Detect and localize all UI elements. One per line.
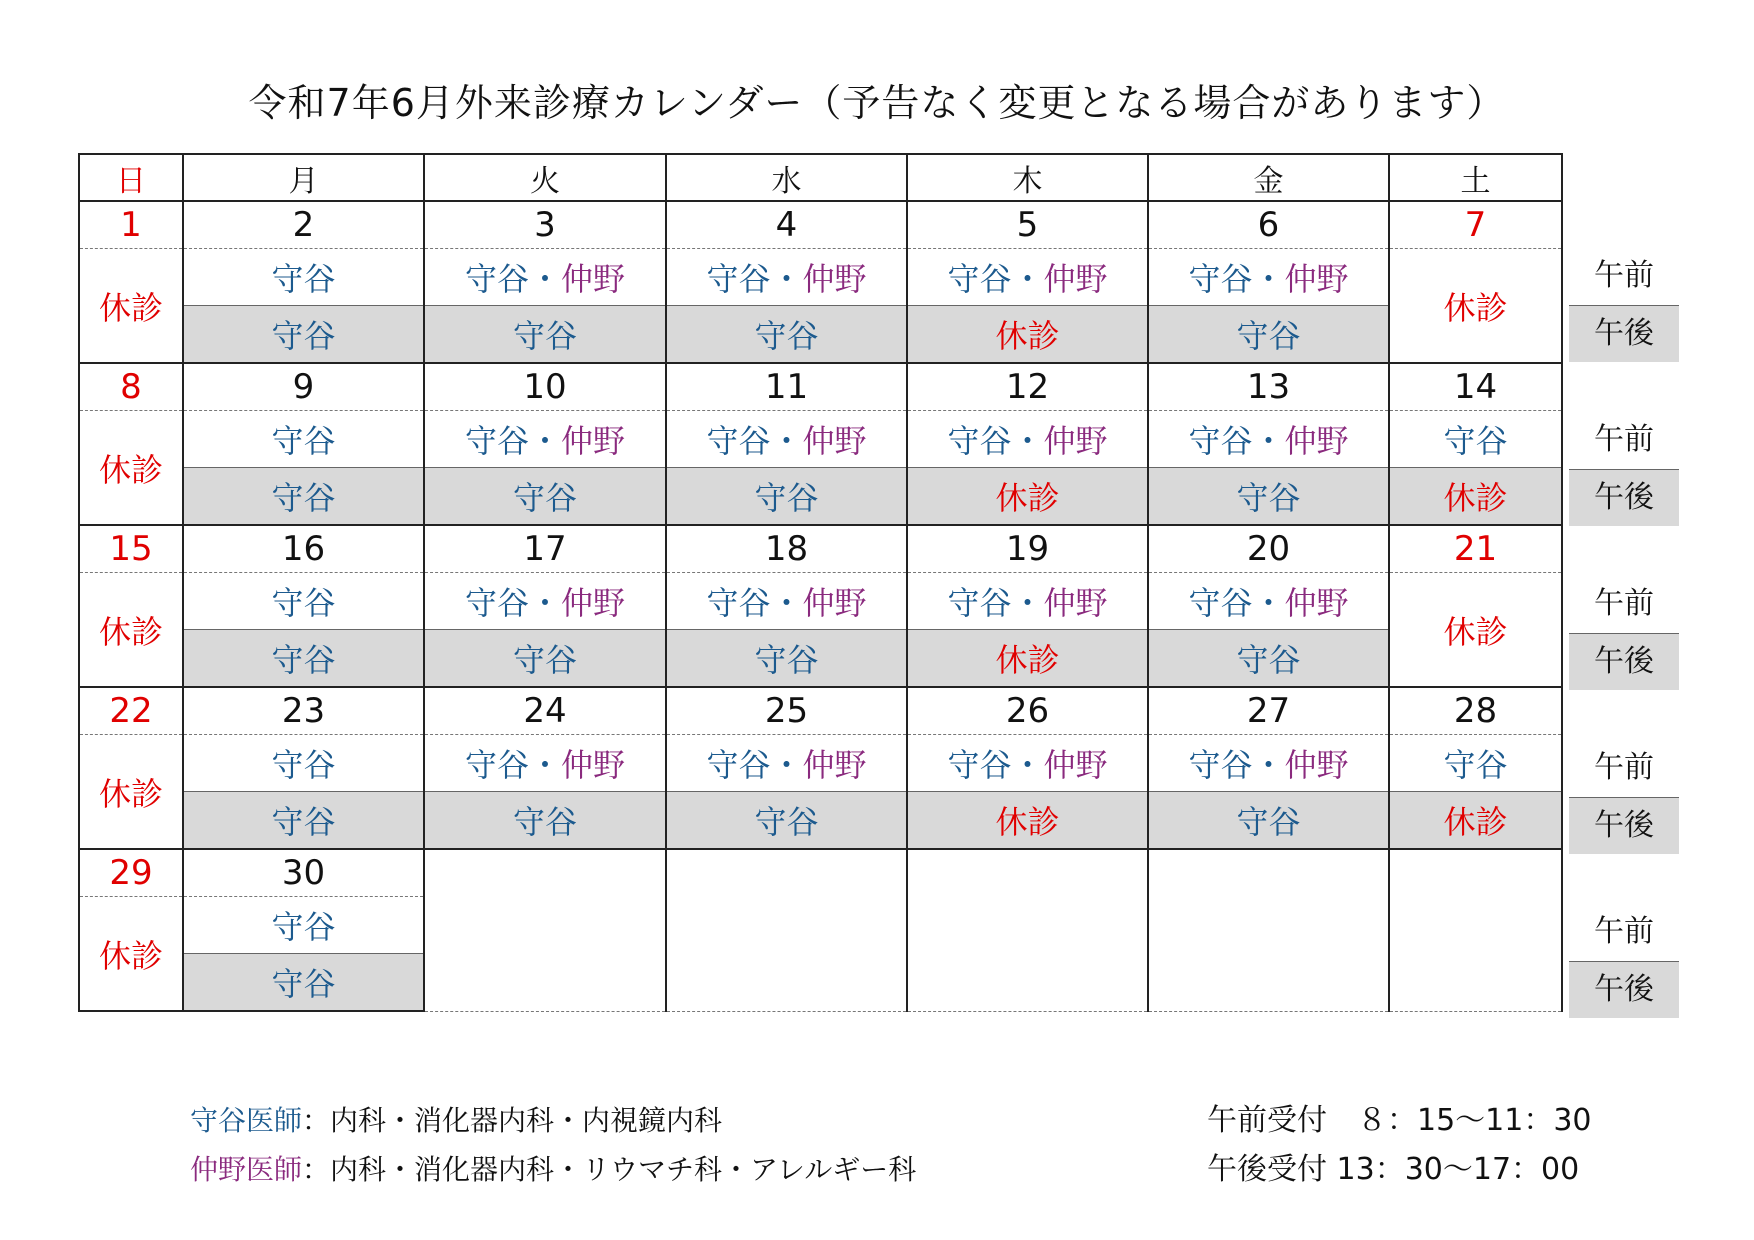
legend-nakano-specialty: ：内科・消化器内科・リウマチ科・アレルギー科: [302, 1153, 917, 1186]
week-4-date-row: [79, 687, 1562, 735]
legend-moriya: [190, 1104, 722, 1138]
doctor-moriya: 守谷: [1188, 260, 1253, 298]
date-cell: 21: [1389, 525, 1562, 573]
doctor-moriya: 守谷: [1443, 422, 1508, 460]
doctor-moriya: 守谷: [464, 422, 529, 460]
empty-cell: [1389, 849, 1562, 1011]
pm-label: 午後: [1569, 797, 1679, 854]
am-cell: [1148, 573, 1389, 630]
pm-cell: 守谷: [183, 630, 424, 688]
legend-moriya-name: 守谷医師: [190, 1104, 303, 1137]
date-cell: 30: [183, 849, 424, 897]
separator: ・: [1011, 260, 1044, 298]
week-3-date-row: [79, 525, 1562, 573]
am-cell: [1148, 735, 1389, 792]
pm-label: 午後: [1569, 633, 1679, 690]
pm-cell: 守谷: [424, 468, 666, 526]
date-cell: 3: [424, 201, 666, 249]
pm-label: 午後: [1569, 469, 1679, 526]
doctor-moriya: 守谷: [1188, 422, 1253, 460]
date-cell: 22: [79, 687, 183, 735]
week-4-pm-row: [79, 792, 1562, 850]
closed-cell: 休診: [79, 249, 183, 364]
doctor-nakano: 仲野: [802, 260, 867, 298]
am-label: 午前: [1594, 422, 1654, 457]
closed-cell: 休診: [79, 735, 183, 850]
week-5-date-row: [79, 849, 1562, 897]
separator: ・: [528, 422, 561, 460]
doctor-moriya: 守谷: [1188, 746, 1253, 784]
legend-nakano-name: 仲野医師: [190, 1153, 303, 1186]
weekday-fri: 金: [1148, 154, 1389, 201]
week-3-am-row: [79, 573, 1562, 630]
am-cell: [907, 411, 1148, 468]
week-3-pm-row: [79, 630, 1562, 688]
pm-cell: 守谷: [1148, 792, 1389, 850]
separator: ・: [770, 584, 803, 622]
pm-cell: 守谷: [183, 468, 424, 526]
date-cell: 5: [907, 201, 1148, 249]
am-cell: [424, 249, 666, 306]
doctor-nakano: 仲野: [561, 422, 626, 460]
am-cell: [424, 573, 666, 630]
week-2-pm-row: [79, 468, 1562, 526]
doctor-moriya: 守谷: [706, 746, 771, 784]
doctor-moriya: 守谷: [1188, 584, 1253, 622]
am-cell: [424, 411, 666, 468]
weekday-header-row: [79, 154, 1562, 201]
am-cell: [907, 735, 1148, 792]
doctor-nakano: 仲野: [1284, 584, 1349, 622]
pm-cell: 守谷: [666, 792, 907, 850]
doctor-moriya: 守谷: [464, 584, 529, 622]
am-cell: [1148, 249, 1389, 306]
am-label: 午前: [1594, 914, 1654, 949]
doctor-moriya: 守谷: [271, 260, 336, 298]
am-cell: [183, 249, 424, 306]
weekday-wed: 水: [666, 154, 907, 201]
closed-cell: 休診: [79, 573, 183, 688]
pm-cell: 守谷: [424, 792, 666, 850]
pm-cell: 守谷: [1148, 468, 1389, 526]
week-1-am-row: [79, 249, 1562, 306]
am-cell: [183, 411, 424, 468]
date-cell: 7: [1389, 201, 1562, 249]
separator: ・: [528, 260, 561, 298]
doctor-moriya: 守谷: [706, 422, 771, 460]
am-label: 午前: [1594, 586, 1654, 621]
date-cell: 15: [79, 525, 183, 573]
doctor-nakano: 仲野: [561, 260, 626, 298]
doctor-nakano: 仲野: [802, 746, 867, 784]
separator: ・: [770, 422, 803, 460]
weekday-tue: 火: [424, 154, 666, 201]
separator: ・: [528, 584, 561, 622]
separator: ・: [1011, 584, 1044, 622]
date-cell: 27: [1148, 687, 1389, 735]
am-label: 午前: [1594, 750, 1654, 785]
date-cell: 14: [1389, 363, 1562, 411]
closed-cell: 休診: [1389, 249, 1562, 364]
date-cell: 26: [907, 687, 1148, 735]
doctor-nakano: 仲野: [1043, 584, 1108, 622]
am-cell: [1389, 411, 1562, 468]
date-cell: 10: [424, 363, 666, 411]
date-cell: 4: [666, 201, 907, 249]
doctor-moriya: 守谷: [271, 584, 336, 622]
separator: ・: [770, 260, 803, 298]
pm-label: 午後: [1569, 305, 1679, 362]
pm-cell: 守谷: [666, 630, 907, 688]
date-cell: 23: [183, 687, 424, 735]
week-1-pm-row: [79, 306, 1562, 364]
date-cell: 19: [907, 525, 1148, 573]
pm-closed-cell: 休診: [907, 306, 1148, 364]
weekday-sat: 土: [1389, 154, 1562, 201]
weekday-mon: 月: [183, 154, 424, 201]
date-cell: 11: [666, 363, 907, 411]
doctor-nakano: 仲野: [561, 746, 626, 784]
doctor-nakano: 仲野: [1043, 260, 1108, 298]
doctor-nakano: 仲野: [1043, 746, 1108, 784]
am-cell: [907, 573, 1148, 630]
pm-cell: 守谷: [183, 954, 424, 1012]
doctor-nakano: 仲野: [1284, 422, 1349, 460]
am-cell: [907, 249, 1148, 306]
separator: ・: [1011, 422, 1044, 460]
am-cell: [183, 735, 424, 792]
doctor-moriya: 守谷: [947, 422, 1012, 460]
page-title: 令和7年6月外来診療カレンダー（予告なく変更となる場合があります）: [248, 81, 1506, 125]
separator: ・: [770, 746, 803, 784]
separator: ・: [1252, 584, 1285, 622]
pm-cell: 守谷: [424, 630, 666, 688]
am-cell: [666, 573, 907, 630]
empty-cell: [907, 849, 1148, 1011]
am-cell: [1389, 735, 1562, 792]
date-cell: 16: [183, 525, 424, 573]
date-cell: 6: [1148, 201, 1389, 249]
date-cell: 28: [1389, 687, 1562, 735]
doctor-moriya: 守谷: [947, 584, 1012, 622]
date-cell: 24: [424, 687, 666, 735]
closed-cell: 休診: [79, 411, 183, 526]
separator: ・: [1252, 260, 1285, 298]
week-2-date-row: [79, 363, 1562, 411]
doctor-nakano: 仲野: [1043, 422, 1108, 460]
pm-closed-cell: 休診: [907, 630, 1148, 688]
doctor-moriya: 守谷: [271, 422, 336, 460]
pm-cell: 守谷: [1148, 306, 1389, 364]
doctor-moriya: 守谷: [1443, 746, 1508, 784]
pm-cell: 守谷: [183, 792, 424, 850]
pm-cell: 守谷: [183, 306, 424, 364]
date-cell: 13: [1148, 363, 1389, 411]
separator: ・: [528, 746, 561, 784]
week-4-am-row: [79, 735, 1562, 792]
closed-cell: 休診: [1389, 573, 1562, 688]
doctor-moriya: 守谷: [464, 746, 529, 784]
am-cell: [183, 573, 424, 630]
doctor-moriya: 守谷: [271, 746, 336, 784]
doctor-nakano: 仲野: [1284, 260, 1349, 298]
date-cell: 20: [1148, 525, 1389, 573]
doctor-moriya: 守谷: [706, 260, 771, 298]
date-cell: 29: [79, 849, 183, 897]
am-cell: [666, 249, 907, 306]
weekday-sun: 日: [79, 154, 183, 201]
pm-cell: 守谷: [424, 306, 666, 364]
pm-closed-cell: 休診: [907, 792, 1148, 850]
doctor-moriya: 守谷: [947, 260, 1012, 298]
date-cell: 25: [666, 687, 907, 735]
doctor-nakano: 仲野: [561, 584, 626, 622]
doctor-moriya: 守谷: [947, 746, 1012, 784]
date-cell: 2: [183, 201, 424, 249]
am-cell: [1148, 411, 1389, 468]
date-cell: 9: [183, 363, 424, 411]
pm-closed-cell: 休診: [907, 468, 1148, 526]
calendar-table: [78, 153, 1563, 1012]
week-2-am-row: [79, 411, 1562, 468]
am-reception-hours: 午前受付 ８：15～11：30: [1207, 1103, 1592, 1138]
doctor-nakano: 仲野: [802, 584, 867, 622]
weekday-thu: 木: [907, 154, 1148, 201]
pm-closed-cell: 休診: [1389, 792, 1562, 850]
doctor-moriya: 守谷: [706, 584, 771, 622]
doctor-moriya: 守谷: [271, 908, 336, 946]
doctor-nakano: 仲野: [1284, 746, 1349, 784]
date-cell: 8: [79, 363, 183, 411]
doctor-nakano: 仲野: [802, 422, 867, 460]
am-cell: [424, 735, 666, 792]
date-cell: 1: [79, 201, 183, 249]
legend-nakano: [190, 1153, 916, 1187]
pm-closed-cell: 休診: [1389, 468, 1562, 526]
pm-cell: 守谷: [1148, 630, 1389, 688]
separator: ・: [1252, 746, 1285, 784]
date-cell: 17: [424, 525, 666, 573]
doctor-moriya: 守谷: [464, 260, 529, 298]
am-cell: [666, 411, 907, 468]
date-cell: 18: [666, 525, 907, 573]
am-cell: [666, 735, 907, 792]
date-cell: 12: [907, 363, 1148, 411]
week-1-date-row: [79, 201, 1562, 249]
empty-cell: [666, 849, 907, 1011]
separator: ・: [1252, 422, 1285, 460]
legend-moriya-specialty: ：内科・消化器内科・内視鏡内科: [302, 1104, 723, 1137]
pm-reception-hours: 午後受付 13：30～17：00: [1207, 1152, 1580, 1187]
pm-label: 午後: [1569, 961, 1679, 1018]
pm-cell: 守谷: [666, 468, 907, 526]
closed-cell: 休診: [79, 897, 183, 1012]
pm-cell: 守谷: [666, 306, 907, 364]
am-cell: [183, 897, 424, 954]
empty-cell: [1148, 849, 1389, 1011]
empty-cell: [424, 849, 666, 1011]
am-label: 午前: [1594, 258, 1654, 293]
separator: ・: [1011, 746, 1044, 784]
